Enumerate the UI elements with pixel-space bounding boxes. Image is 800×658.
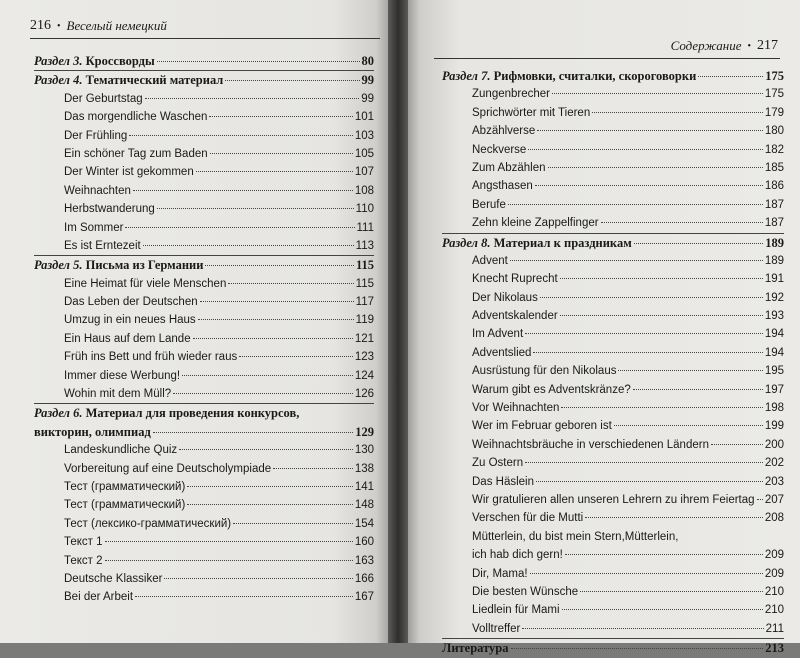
toc-entry-title: Weihnachten — [64, 184, 131, 197]
toc-entry — [34, 478, 374, 496]
toc-entry-title: Тест (грамматический) — [64, 499, 186, 512]
toc-entry — [34, 570, 374, 588]
toc-section — [34, 256, 374, 274]
toc-page-number: 154 — [354, 517, 374, 530]
toc-page-number: 200 — [764, 438, 784, 451]
toc-section-label: Раздел 7. — [442, 69, 491, 83]
dot-leader — [187, 504, 353, 505]
toc-entry-title: Abzählverse — [472, 125, 536, 138]
dot-leader — [125, 227, 354, 228]
dot-leader — [225, 80, 359, 81]
toc-section-title — [34, 71, 223, 89]
toc-section-title — [34, 52, 155, 70]
dot-leader — [157, 208, 354, 209]
right-header-rule — [434, 58, 780, 59]
dot-leader — [179, 449, 353, 450]
dot-leader — [200, 301, 354, 302]
toc-entry — [442, 196, 784, 214]
dot-leader — [540, 297, 763, 298]
toc-entry — [442, 381, 784, 399]
dot-leader — [536, 481, 763, 482]
toc-entry-title: Zum Abzählen — [472, 161, 546, 174]
dot-leader — [565, 554, 763, 555]
dot-leader — [535, 185, 763, 186]
toc-page-number: 189 — [764, 254, 784, 267]
toc-page-number: 211 — [765, 622, 784, 635]
toc-page-number: 101 — [354, 111, 374, 124]
toc-entry-title: Das morgendliche Waschen — [64, 111, 208, 124]
toc-section-title — [442, 67, 696, 85]
toc-entry — [442, 583, 784, 601]
dot-leader — [508, 204, 763, 205]
toc-entry-title: Vorbereitung auf eine Deutscholympiade — [64, 462, 272, 475]
toc-entry — [442, 122, 784, 140]
toc-entry — [34, 108, 374, 126]
toc-entry — [442, 141, 784, 159]
toc-section-name: Рифмовки, считалки, скороговорки — [493, 69, 697, 83]
book-gutter — [388, 0, 408, 643]
toc-entry-title: Warum gibt es Adventskränze? — [472, 383, 631, 396]
toc-entry-title: Der Winter ist gekommen — [64, 166, 194, 179]
dot-leader — [187, 486, 353, 487]
dot-leader — [633, 389, 763, 390]
toc-entry-title: Adventskalender — [472, 310, 558, 323]
dot-leader — [209, 116, 352, 117]
left-running-head — [30, 18, 167, 34]
dot-leader — [198, 319, 354, 320]
toc-entry — [34, 275, 374, 293]
toc-section-name: Кроссворды — [85, 54, 155, 68]
toc-entry — [442, 214, 784, 232]
dot-leader — [233, 523, 353, 524]
toc-entry — [442, 601, 784, 619]
toc-entry-title: Liedlein für Mami — [472, 604, 560, 617]
toc-section — [442, 67, 784, 85]
dot-leader — [634, 243, 764, 244]
toc-section-label: Раздел 4. — [34, 73, 83, 88]
toc-entry-title: Das Häslein — [472, 475, 534, 488]
toc-entry-title: Immer diese Werbung! — [64, 369, 181, 382]
toc-section — [34, 71, 374, 89]
dot-leader — [164, 578, 352, 579]
left-page — [0, 0, 392, 643]
toc-entry — [442, 104, 784, 122]
dot-leader — [133, 190, 353, 191]
toc-entry — [442, 454, 784, 472]
toc-entry — [34, 367, 374, 385]
toc-entry — [34, 237, 374, 255]
dot-leader — [711, 444, 763, 445]
toc-entry — [442, 362, 784, 380]
toc-page-number: 209 — [764, 567, 784, 580]
toc-entry — [442, 509, 784, 527]
toc-entry-title: Herbstwanderung — [64, 203, 155, 216]
dot-leader — [533, 352, 762, 353]
toc-entry-title: Es ist Erntezeit — [64, 239, 141, 252]
toc-entry — [34, 385, 374, 403]
toc-page-number: 160 — [354, 536, 374, 549]
dot-leader — [157, 61, 360, 62]
toc-page-number: 213 — [765, 641, 784, 656]
toc-section-name: Письма из Германии — [85, 258, 204, 273]
dot-leader — [210, 153, 353, 154]
toc-entry — [442, 565, 784, 583]
dot-leader — [135, 596, 353, 597]
toc-page-number: 121 — [354, 332, 374, 345]
toc-page-number: 108 — [354, 184, 374, 197]
toc-page-number: 99 — [361, 92, 374, 105]
toc-entry — [442, 399, 784, 417]
toc-entry-title: Früh ins Bett und früh wieder raus — [64, 351, 238, 364]
right-page — [404, 0, 800, 656]
toc-entry — [442, 159, 784, 177]
toc-page-number: 208 — [764, 512, 784, 525]
toc-entry-title: Neckverse — [472, 143, 527, 156]
dot-leader — [548, 167, 763, 168]
toc-page-number: 119 — [355, 314, 374, 327]
toc-section-name-cont: викторин, олимпиад — [34, 424, 151, 439]
toc-entry — [34, 311, 374, 329]
toc-entry-title: Angsthasen — [472, 180, 533, 193]
dot-leader — [239, 356, 353, 357]
toc-entry — [442, 85, 784, 103]
toc-page-number: 191 — [764, 273, 784, 286]
left-running-title: Веселый немецкий — [66, 18, 167, 33]
toc-entry-title: Advent — [472, 254, 508, 267]
bullet-icon: • — [747, 40, 751, 52]
toc-section-title — [442, 639, 509, 657]
toc-page-number: 193 — [764, 310, 784, 323]
toc-entry-title: Eine Heimat für viele Menschen — [64, 277, 227, 290]
toc-section-name: Тематический материал — [85, 73, 224, 88]
toc-page-number: 163 — [354, 554, 374, 567]
dot-leader — [193, 338, 353, 339]
toc-entry-title: Wohin mit dem Müll? — [64, 388, 172, 401]
toc-page-number: 182 — [764, 143, 784, 156]
toc-entry-title: Verschen für die Mutti — [472, 512, 584, 525]
toc-entry — [34, 533, 374, 551]
toc-section-label: Раздел 8. — [442, 235, 491, 250]
toc-entry — [34, 163, 374, 181]
dot-leader — [698, 76, 763, 77]
toc-section-title — [34, 256, 203, 274]
toc-page-number: 187 — [764, 217, 784, 230]
toc-page-number: 195 — [764, 365, 784, 378]
toc-entry — [34, 127, 374, 145]
bullet-icon: • — [57, 20, 61, 32]
toc-entry-title: Wir gratulieren allen unseren Lehrern zu ihrem Feiertag — [472, 493, 755, 506]
toc-page-number: 113 — [355, 239, 374, 252]
toc-entry-title: Deutsche Klassiker — [64, 572, 163, 585]
toc-page-number: 115 — [355, 277, 374, 290]
toc-page-number: 179 — [764, 106, 784, 119]
toc-section-label: Раздел 5. — [34, 258, 83, 273]
dot-leader — [528, 149, 762, 150]
toc-entry-title: Zungenbrecher — [472, 88, 550, 101]
dot-leader — [537, 130, 763, 131]
toc-entry-title: Die besten Wünsche — [472, 585, 579, 598]
dot-leader — [560, 315, 763, 316]
toc-entry-title: Landeskundliche Quiz — [64, 444, 178, 457]
toc-entry — [442, 344, 784, 362]
dot-leader — [205, 265, 353, 266]
toc-entry — [442, 325, 784, 343]
toc-page-number: 210 — [764, 604, 784, 617]
toc-entry — [34, 588, 374, 606]
toc-entry-title: Adventslied — [472, 346, 532, 359]
dot-leader — [560, 278, 763, 279]
dot-leader — [530, 573, 763, 574]
toc-entry — [442, 417, 784, 435]
toc-entry — [34, 515, 374, 533]
dot-leader — [228, 283, 353, 284]
toc-entry-title: Der Nikolaus — [472, 291, 538, 304]
toc-entry-title: Mütterlein, du bist mein Stern,Mütterlein, — [472, 530, 679, 543]
dot-leader — [592, 112, 763, 113]
dot-leader — [105, 560, 353, 561]
toc-page-number: 207 — [764, 493, 784, 506]
dot-leader — [510, 260, 763, 261]
toc-section — [34, 404, 374, 422]
toc-entry-title: Vor Weihnachten — [472, 402, 560, 415]
dot-leader — [196, 171, 353, 172]
toc-page-number: 107 — [354, 166, 374, 179]
toc-entry-title: Der Frühling — [64, 129, 128, 142]
toc-page-number: 202 — [764, 457, 784, 470]
toc-entry-title: Тест (грамматический) — [64, 480, 186, 493]
toc-page-number: 117 — [355, 296, 374, 309]
toc-page-number: 175 — [764, 88, 784, 101]
toc-entry — [34, 348, 374, 366]
toc-page-number: 194 — [764, 346, 784, 359]
toc-entry-title: Ein schöner Tag zum Baden — [64, 147, 208, 160]
toc-entry-title: Dir, Mama! — [472, 567, 528, 580]
toc-section-title — [442, 234, 632, 252]
toc-entry — [34, 441, 374, 459]
toc-entry-title: Umzug in ein neues Haus — [64, 314, 196, 327]
toc-entry — [442, 620, 784, 638]
right-page-number: 217 — [757, 38, 778, 53]
toc-entry-title: Текст 2 — [64, 554, 103, 567]
dot-leader — [618, 370, 762, 371]
toc-page-number: 124 — [354, 369, 374, 382]
left-page-number: 216 — [30, 18, 51, 33]
toc-page-number: 197 — [764, 383, 784, 396]
toc-entry — [442, 307, 784, 325]
dot-leader — [143, 245, 354, 246]
toc-entry — [34, 496, 374, 514]
toc-entry — [34, 552, 374, 570]
toc-entry-title: Berufe — [472, 198, 506, 211]
dot-leader — [757, 499, 763, 500]
toc-entry — [442, 289, 784, 307]
dot-leader — [522, 628, 763, 629]
toc-entry-title: Weihnachtsbräuche in verschiedenen Ländern — [472, 438, 709, 451]
toc-section-name: Литература — [442, 641, 509, 656]
toc-section — [34, 52, 374, 70]
dot-leader — [511, 648, 764, 649]
toc-page-number: 185 — [764, 161, 784, 174]
toc-entry — [34, 182, 374, 200]
toc-entry-title: Das Leben der Deutschen — [64, 296, 198, 309]
toc-page-number: 103 — [354, 129, 374, 142]
toc-section-cont — [34, 423, 374, 441]
toc-entry — [34, 330, 374, 348]
toc-page-number: 198 — [764, 402, 784, 415]
dot-leader — [585, 517, 763, 518]
right-running-head — [671, 38, 778, 54]
dot-leader — [580, 591, 763, 592]
toc-page-number: 99 — [361, 73, 374, 88]
left-toc-list — [34, 52, 374, 607]
dot-leader — [145, 98, 360, 99]
toc-section — [442, 234, 784, 252]
toc-entry-title-cont: ich hab dich gern! — [472, 549, 563, 562]
dot-leader — [129, 135, 353, 136]
toc-section-title — [34, 406, 299, 420]
toc-entry-title: Тест (лексико-грамматический) — [64, 517, 232, 530]
toc-page-number: 199 — [764, 420, 784, 433]
toc-page-number: 148 — [354, 499, 374, 512]
dot-leader — [273, 468, 353, 469]
toc-entry — [442, 491, 784, 509]
toc-entry — [34, 460, 374, 478]
toc-section-label: Раздел 3. — [34, 54, 83, 68]
toc-entry-title: Ein Haus auf dem Lande — [64, 332, 191, 345]
toc-page-number: 194 — [764, 328, 784, 341]
toc-entry-title: Wer im Februar geboren ist — [472, 420, 612, 433]
toc-entry-title: Ausrüstung für den Nikolaus — [472, 365, 617, 378]
dot-leader — [173, 393, 353, 394]
toc-page-number: 123 — [354, 351, 374, 364]
toc-page-number: 167 — [354, 591, 374, 604]
toc-page-number: 130 — [354, 444, 374, 457]
toc-page-number: 166 — [354, 572, 374, 585]
toc-page-number: 192 — [764, 291, 784, 304]
dot-leader — [105, 541, 353, 542]
toc-page-number: 80 — [361, 54, 374, 68]
dot-leader — [562, 609, 763, 610]
dot-leader — [525, 333, 763, 334]
toc-entry — [442, 252, 784, 270]
toc-entry — [34, 145, 374, 163]
toc-page-number: 175 — [765, 69, 784, 83]
dot-leader — [552, 93, 763, 94]
toc-page-number: 105 — [354, 147, 374, 160]
toc-section-name: Материал для проведения конкурсов, — [85, 406, 300, 421]
toc-literature — [442, 639, 784, 657]
toc-entry-title: Zu Ostern — [472, 457, 524, 470]
toc-entry-title: Текст 1 — [64, 536, 103, 549]
toc-page-number: 126 — [354, 388, 374, 401]
toc-entry — [442, 270, 784, 288]
toc-entry — [34, 293, 374, 311]
toc-section-label: Раздел 6. — [34, 406, 83, 421]
toc-entry-title: Im Advent — [472, 328, 524, 341]
right-running-title: Содержание — [670, 38, 742, 53]
toc-page-number: 111 — [356, 221, 374, 234]
toc-page-number: 210 — [764, 585, 784, 598]
toc-page-number: 115 — [355, 258, 374, 273]
toc-entry-title: Sprichwörter mit Tieren — [472, 106, 591, 119]
toc-page-number: 180 — [764, 125, 784, 138]
toc-entry-title: Im Sommer — [64, 221, 124, 234]
toc-entry — [34, 90, 374, 108]
toc-page-number: 129 — [355, 424, 374, 439]
toc-page-number: 138 — [354, 462, 374, 475]
left-header-rule — [30, 38, 380, 39]
toc-entry — [442, 528, 784, 546]
toc-entry-title: Volltreffer — [472, 622, 521, 635]
toc-page-number: 209 — [764, 549, 784, 562]
toc-entry-title: Der Geburtstag — [64, 92, 143, 105]
toc-entry — [442, 436, 784, 454]
dot-leader — [601, 222, 763, 223]
dot-leader — [525, 462, 763, 463]
toc-entry-title: Bei der Arbeit — [64, 591, 134, 604]
dot-leader — [153, 432, 353, 433]
toc-page-number: 189 — [765, 235, 784, 250]
toc-page-number: 186 — [764, 180, 784, 193]
toc-entry-title: Zehn kleine Zappelfinger — [472, 217, 599, 230]
toc-entry — [34, 219, 374, 237]
toc-entry — [442, 473, 784, 491]
toc-entry — [442, 177, 784, 195]
toc-page-number: 110 — [355, 203, 374, 216]
dot-leader — [614, 425, 763, 426]
toc-page-number: 203 — [764, 475, 784, 488]
toc-entry-title: Knecht Ruprecht — [472, 273, 558, 286]
dot-leader — [561, 407, 762, 408]
toc-section-name: Материал к праздникам — [493, 235, 632, 250]
toc-page-number: 187 — [764, 198, 784, 211]
toc-page-number: 141 — [354, 480, 374, 493]
toc-entry — [34, 200, 374, 218]
toc-entry-cont — [442, 546, 784, 564]
right-toc-list — [442, 67, 784, 658]
dot-leader — [182, 375, 353, 376]
